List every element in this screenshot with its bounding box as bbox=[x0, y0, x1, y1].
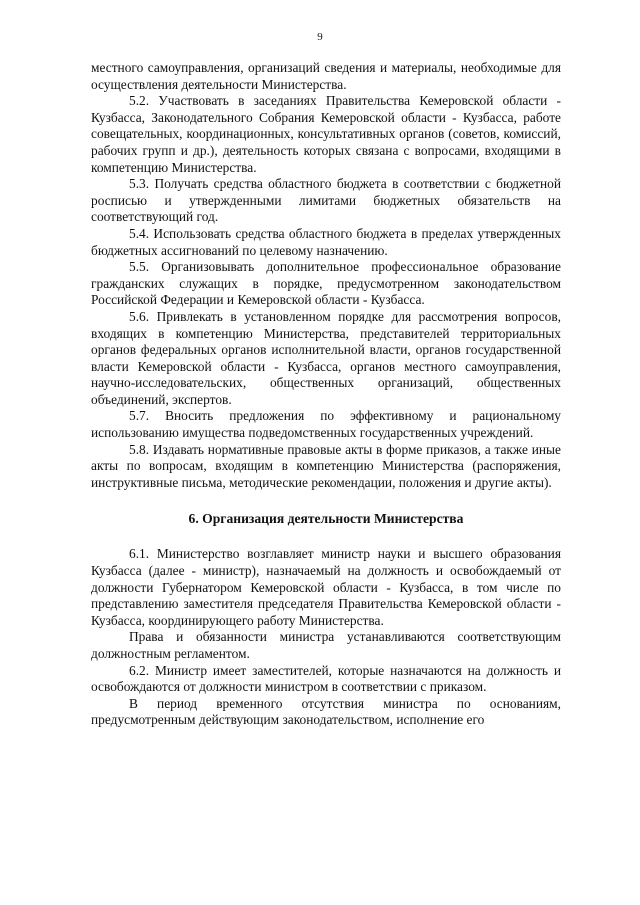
paragraph-5-8: 5.8. Издавать нормативные правовые акты в форме приказов, а также иные акты по вопросам, входящим в компетенцию Министерства (распоряжения, инструктивные письма, методические рекомендации, положения и другие акты). bbox=[91, 441, 561, 490]
paragraph-6-2: 6.2. Министр имеет заместителей, которые назначаются на должность и освобождаются от должности министром в соответствии с приказом. bbox=[91, 662, 561, 695]
paragraph-5-6: 5.6. Привлекать в установленном порядке для рассмотрения вопросов, входящих в компетенцию Министерства, представителей территориальных органов федеральных органов исполнительной власти, органов государственной власти Кемеровской области - Кузбасса, органов местного самоуправления, научно-исследовательских, общественных организаций, общественных объединений, экспертов. bbox=[91, 308, 561, 407]
paragraph-temporary-absence: В период временного отсутствия министра по основаниям, предусмотренным действующим законодательством, исполнение его bbox=[91, 695, 561, 728]
paragraph-6-1: 6.1. Министерство возглавляет министр науки и высшего образования Кузбасса (далее - министр), назначаемый на должность и освобождаемый от должности Губернатором Кемеровской области - Кузбасса, в том числе по представлению заместителя председателя Правительства Кемеровской области - Кузбасса, координирующего работу Министерства. bbox=[91, 546, 561, 628]
page-number: 9 bbox=[317, 31, 323, 43]
section-heading: 6. Организация деятельности Министерства bbox=[188, 511, 464, 527]
paragraph-rights: Права и обязанности министра устанавливаются соответствующим должностным регламентом. bbox=[91, 629, 561, 661]
paragraph-5-5: 5.5. Организовывать дополнительное профессиональное образование гражданских служащих в порядке, предусмотренном законодательством Российской Федерации и Кемеровской области - Кузбасса. bbox=[91, 259, 561, 308]
paragraph-5-2: 5.2. Участвовать в заседаниях Правительства Кемеровской области - Кузбасса, Законодательного Собрания Кемеровской области - Кузбасса, работе совещательных, координационных, консультативных органов (советов, комиссий, рабочих групп и др.), деятельность которых связана с вопросами, входящими в компетенцию Министерства. bbox=[91, 93, 561, 175]
paragraph-5-4: 5.4. Использовать средства областного бюджета в пределах утвержденных бюджетных ассигнований по целевому назначению. bbox=[91, 225, 561, 258]
paragraph-continuation: местного самоуправления, организаций сведения и материалы, необходимые для осуществления деятельности Министерства. bbox=[91, 60, 561, 92]
paragraph-5-7: 5.7. Вносить предложения по эффективному и рациональному использованию имущества подведомственных государственных учреждений. bbox=[91, 408, 561, 441]
document-body bbox=[91, 60, 561, 729]
paragraph-5-3: 5.3. Получать средства областного бюджета в соответствии с бюджетной росписью и утвержденными лимитами бюджетных обязательств на соответствующий год. bbox=[91, 176, 561, 225]
